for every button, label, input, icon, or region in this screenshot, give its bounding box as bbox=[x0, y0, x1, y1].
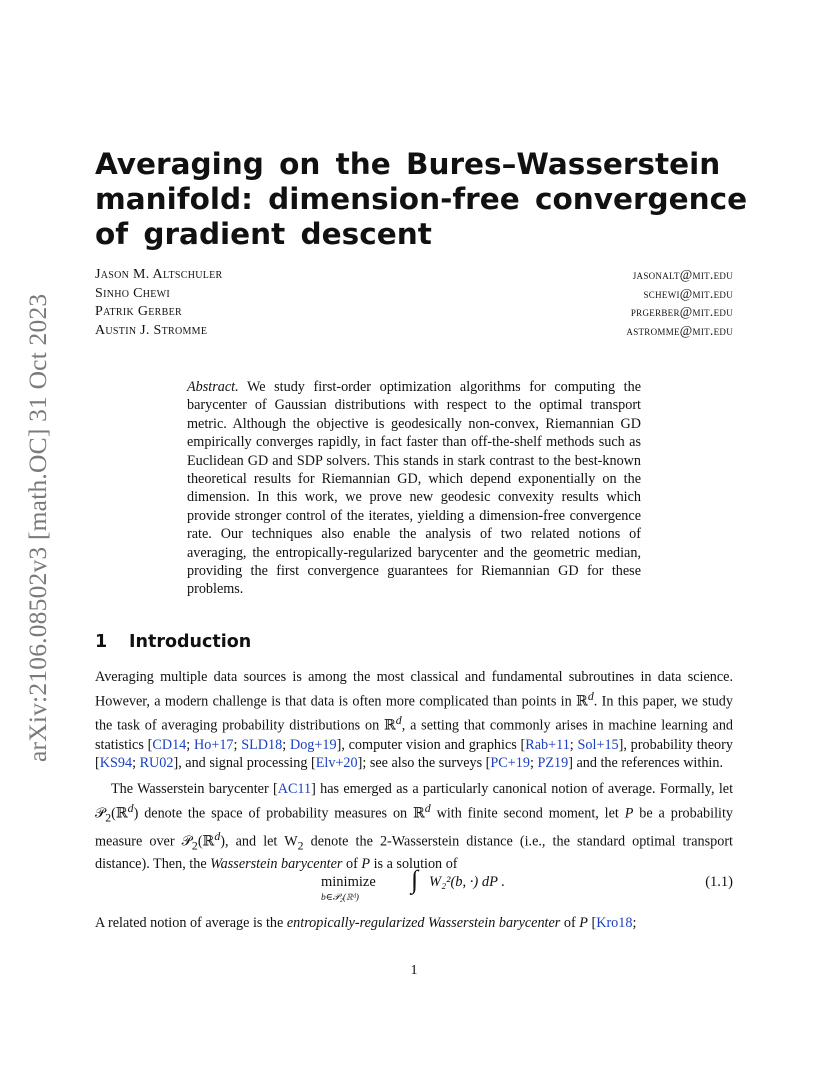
author-email: astromme@mit.edu bbox=[626, 322, 733, 338]
author-name: Austin J. Stromme bbox=[95, 322, 208, 338]
page-number: 1 bbox=[410, 963, 418, 978]
math-d: d bbox=[587, 688, 594, 703]
author-email: schewi@mit.edu bbox=[643, 285, 733, 301]
math-d: d bbox=[424, 800, 431, 815]
text: ], computer vision and graphics [ bbox=[336, 736, 526, 753]
math-subscript: 2 bbox=[191, 838, 198, 853]
math-p: P bbox=[361, 856, 371, 873]
author-row bbox=[95, 285, 733, 304]
citation-link[interactable]: Ho+17 bbox=[194, 736, 234, 753]
equation-body: W₂²(b, ·) dP . bbox=[429, 874, 505, 890]
text: of bbox=[342, 856, 362, 873]
equation-number: (1.1) bbox=[705, 874, 733, 890]
term: entropically-regularized Wasserstein barycenter bbox=[286, 915, 561, 931]
citation-link[interactable]: CD14 bbox=[152, 736, 187, 753]
author-name: Patrik Gerber bbox=[95, 304, 182, 319]
equation-operator: minimize bbox=[321, 874, 376, 890]
citation-link[interactable]: AC11 bbox=[277, 781, 312, 797]
text: ) denote the space of probability measures on ℝ bbox=[133, 805, 425, 822]
citation-link[interactable]: Dog+19 bbox=[289, 736, 337, 753]
text: ), and let W bbox=[220, 833, 298, 850]
author-row bbox=[95, 266, 733, 285]
text: . In this paper, we study the task of averaging probability distributions on ℝ bbox=[95, 693, 733, 734]
citation-link[interactable]: Kro18 bbox=[596, 915, 633, 931]
citation-link[interactable]: KS94 bbox=[99, 755, 133, 772]
term: Wasserstein barycenter bbox=[210, 856, 343, 873]
math-d: d bbox=[127, 800, 134, 815]
text: of bbox=[560, 915, 580, 931]
equation-1-1 bbox=[95, 865, 733, 909]
author-email: jasonalt@mit.edu bbox=[632, 267, 733, 282]
abstract-text: We study first-order optimization algorithms for computing the barycenter of Gaussian distributions with respect to the optimal transport metric. Although the objective is geodesically non-convex, Riemannian GD empirically converges rapidly, in fact faster than off-the-shelf methods such as Euclidean GD and SDP solvers. This stands in stark contrast to the best-known theoretical results for Riemannian GD, which depend exponentially on the dimension. In this work, we prove new geodesic convexity results which provide stronger control of the iterates, yielding a dimension-free convergence rate. Our techniques also enable the analysis of two related notions of averaging, the entropically-regularized barycenter and the geometric median, providing the first convergence guarantees for Riemannian GD for these problems. bbox=[187, 379, 642, 598]
author-email: prgerber@mit.edu bbox=[630, 304, 733, 319]
intro-paragraph-2 bbox=[95, 780, 733, 874]
title-line: Averaging on the Bures–Wasserstein bbox=[95, 147, 721, 181]
author-name: Jason M. Altschuler bbox=[95, 267, 223, 282]
text: with finite second moment, let bbox=[430, 805, 625, 822]
text: is a solution of bbox=[370, 856, 458, 873]
citation-link[interactable]: SLD18 bbox=[241, 736, 283, 753]
text: ], probability theory [ bbox=[95, 736, 733, 772]
text: Averaging multiple data sources is among the most classical and fundamental subroutines in data science. However, a modern challenge is that data is often more complicated than points in ℝ bbox=[95, 669, 733, 710]
intro-paragraph-1: Averaging multiple data sources is among the most classical and fundamental subroutines in data science. However, a modern challenge is that data is often more complicated than points in ℝ$^d$. In this paper, we study the task of averaging probability distributions on ℝ$^d$, a setting that commonly arises in machine learning and statistics [CD14; Ho+17; SLD18; Dog+19], computer vision and graphics [Rab+11; Sol+15], probability theory [KS94; RU02], and signal processing [Elv+20]; see also the surveys [PC+19; PZ19] and the references within. bbox=[95, 669, 734, 772]
author-row bbox=[95, 322, 733, 341]
citation-link[interactable]: RU02 bbox=[139, 755, 174, 772]
abstract bbox=[187, 378, 641, 599]
text: ] and the references within. bbox=[568, 755, 723, 772]
section-number: 1 bbox=[95, 632, 108, 652]
section-title: Introduction bbox=[129, 632, 252, 652]
integral-symbol: ∫ bbox=[411, 865, 419, 894]
text: (ℝ bbox=[111, 805, 128, 822]
text: A related notion of average is the bbox=[95, 915, 287, 931]
math-subscript: 2 bbox=[105, 810, 112, 825]
text: ] has emerged as a particularly canonical notion of average. Formally, let 𝒫 bbox=[95, 781, 734, 822]
title-line: of gradient descent bbox=[95, 217, 432, 251]
author-name: Sinho Chewi bbox=[95, 285, 171, 301]
math-d: d bbox=[395, 713, 402, 728]
text: , a setting that commonly arises in machine learning and statistics [ bbox=[95, 717, 734, 753]
arxiv-identifier: arXiv:2106.08502v3 [math.OC] 31 Oct 2023 bbox=[23, 293, 52, 762]
text: (ℝ bbox=[197, 833, 215, 850]
math-p: P bbox=[579, 915, 588, 931]
text: be a probability measure over 𝒫 bbox=[95, 805, 733, 850]
math-d: d bbox=[214, 828, 221, 843]
text: [ bbox=[587, 915, 597, 931]
equation-subscript: b∈𝒫₂(ℝᵈ) bbox=[321, 893, 359, 903]
citation-link[interactable]: Sol+15 bbox=[577, 736, 619, 753]
citation-link[interactable]: Rab+11 bbox=[525, 736, 570, 753]
author-row bbox=[95, 303, 733, 322]
citation-link[interactable]: Elv+20 bbox=[315, 755, 358, 772]
arxiv-side-stamp bbox=[18, 262, 58, 762]
abstract-label: Abstract. bbox=[187, 379, 239, 395]
text: ], and signal processing [ bbox=[173, 755, 316, 772]
text: denote the 2-Wasserstein distance (i.e., the standard optimal transport distance). Then, the bbox=[95, 833, 733, 873]
paper-title bbox=[95, 147, 748, 252]
title-line: manifold: dimension-free convergence bbox=[95, 182, 748, 216]
text: ]; see also the surveys [ bbox=[357, 755, 491, 772]
citation-link[interactable]: PC+19 bbox=[490, 755, 530, 772]
math-subscript: 2 bbox=[297, 838, 304, 853]
section-heading bbox=[95, 631, 251, 653]
author-list bbox=[95, 266, 733, 340]
text: ; bbox=[632, 915, 637, 931]
text: The Wasserstein barycenter [ bbox=[111, 781, 278, 797]
math-p: P bbox=[624, 805, 634, 822]
intro-paragraph-3 bbox=[95, 914, 733, 933]
citation-link[interactable]: PZ19 bbox=[537, 755, 569, 772]
